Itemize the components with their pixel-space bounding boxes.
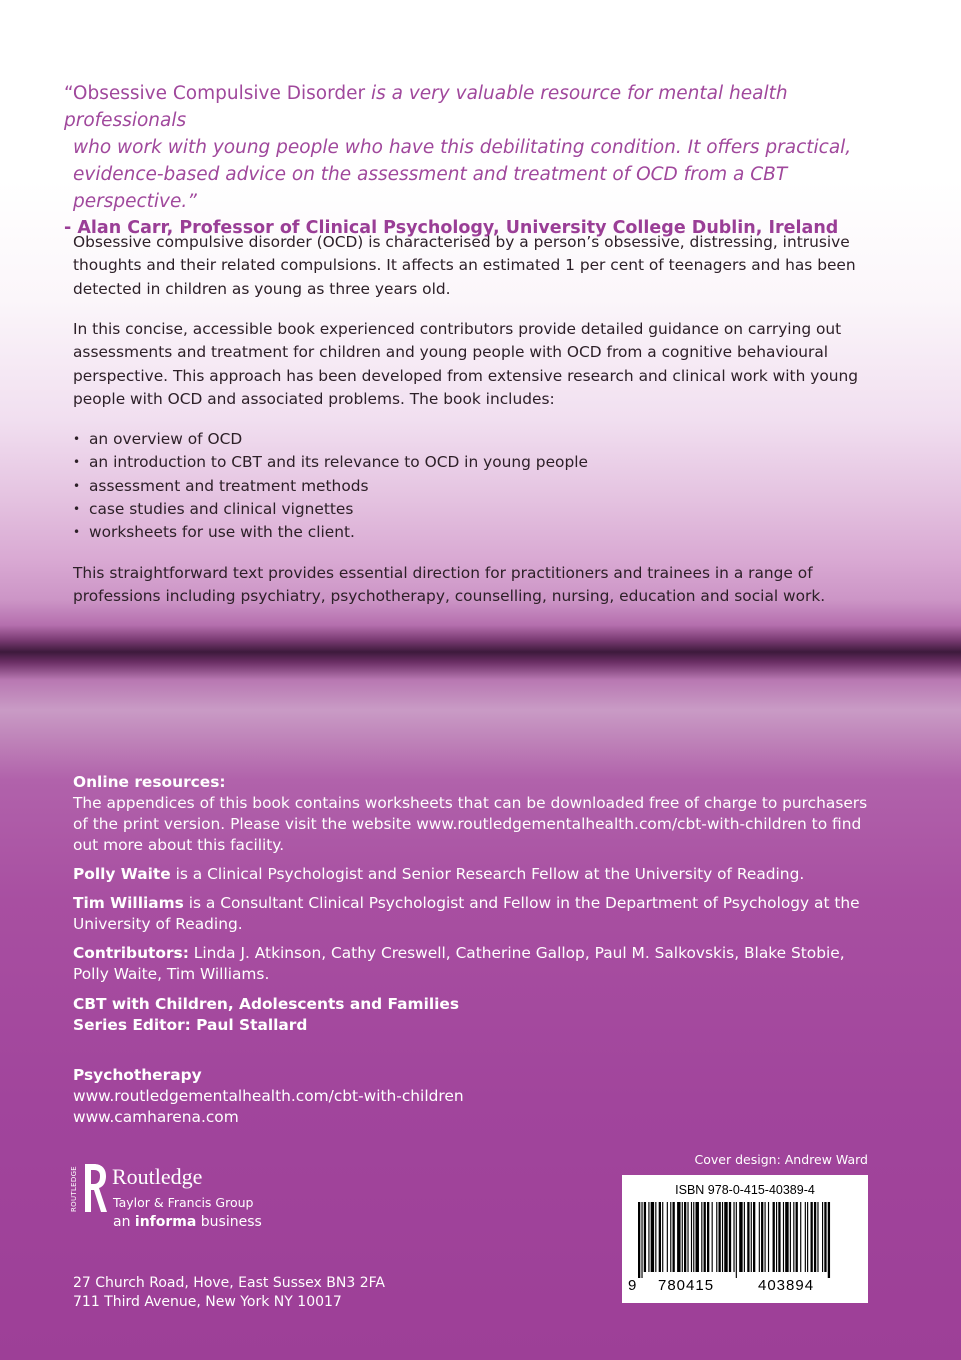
barcode-bars xyxy=(638,1202,852,1278)
quote-line-1-rest: is a very valuable resource for mental health professionals xyxy=(64,83,788,131)
barcode-bar xyxy=(805,1202,806,1272)
isbn-barcode xyxy=(622,1175,868,1303)
barcode-bar xyxy=(733,1202,734,1272)
list-item: • assessment and treatment methods xyxy=(73,475,873,498)
author-2 xyxy=(73,893,883,935)
barcode-bar xyxy=(768,1202,769,1272)
bullet-icon: • xyxy=(73,432,81,446)
publisher-address xyxy=(73,1274,385,1312)
list-item: • an overview of OCD xyxy=(73,428,873,451)
contributors-label: Contributors: xyxy=(73,944,189,962)
subject-url-2: www.camharena.com xyxy=(73,1108,239,1126)
barcode-bar xyxy=(751,1202,752,1272)
routledge-logo xyxy=(70,1162,270,1234)
barcode-bar xyxy=(811,1202,813,1272)
barcode-bar xyxy=(641,1202,642,1278)
barcode-bar xyxy=(638,1202,640,1278)
barcode-bar xyxy=(712,1202,713,1272)
series-title: CBT with Children, Adolescents and Families xyxy=(73,995,460,1013)
barcode-bar xyxy=(729,1202,731,1272)
barcode-bar xyxy=(776,1202,777,1272)
barcode-bar xyxy=(670,1202,671,1272)
barcode-bar xyxy=(667,1202,668,1272)
barcode-digits-right: 403894 xyxy=(758,1277,815,1294)
barcode-bar xyxy=(722,1202,723,1272)
author-2-bio: is a Consultant Clinical Psychologist and Fellow in the Department of Psychology at the University of Reading. xyxy=(73,894,860,933)
description-paragraph-1: Obsessive compulsive disorder (OCD) is characterised by a person’s obsessive, distressing, intrusive thoughts and their related compulsions. It affects an estimated 1 per cent of teenagers and has been detected in children as young as three years old. xyxy=(73,233,856,298)
bullet-icon: • xyxy=(73,525,81,540)
barcode-bar xyxy=(644,1202,646,1272)
barcode-bar xyxy=(753,1202,755,1272)
barcode-bar xyxy=(796,1202,798,1272)
barcode-bar xyxy=(684,1202,686,1272)
barcode-bar xyxy=(651,1202,654,1272)
series-info xyxy=(73,994,883,1036)
barcode-bar xyxy=(761,1202,763,1272)
quote-attribution: - Alan Carr, Professor of Clinical Psychology, University College Dublin, Ireland xyxy=(64,218,839,238)
endorsement-quote xyxy=(64,80,884,242)
barcode-bar xyxy=(677,1202,680,1272)
barcode-bar xyxy=(800,1202,801,1272)
barcode-bar xyxy=(773,1202,775,1272)
barcode-bar xyxy=(828,1202,830,1278)
informa-tagline: an informa business xyxy=(113,1214,262,1230)
online-resources-heading: Online resources: xyxy=(73,773,226,791)
barcode-bar xyxy=(817,1202,818,1272)
barcode-bar xyxy=(719,1202,721,1272)
description-block-2 xyxy=(73,318,873,411)
author-1-bio: is a Clinical Psychologist and Senior Research Fellow at the University of Reading. xyxy=(170,865,805,883)
address-line-2: 711 Third Avenue, New York NY 10017 xyxy=(73,1294,342,1310)
quote-line-3: evidence-based advice on the assessment and treatment of OCD from a CBT perspective.” xyxy=(73,164,788,212)
contributors xyxy=(73,943,883,985)
contributors-list: Linda J. Atkinson, Cathy Creswell, Catherine Gallop, Paul M. Salkovskis, Blake Stobie, Polly Waite, Tim Williams. xyxy=(73,944,845,983)
bullet-icon: • xyxy=(73,501,81,516)
barcode-bar xyxy=(704,1202,706,1272)
barcode-bar xyxy=(696,1202,699,1272)
barcode-bar xyxy=(744,1202,745,1272)
barcode-bar xyxy=(716,1202,717,1272)
barcode-digits-left: 780415 xyxy=(658,1277,715,1294)
barcode-bar xyxy=(662,1202,663,1272)
quote-line-1 xyxy=(64,80,884,134)
publisher-name: Routledge xyxy=(112,1164,203,1189)
barcode-bar xyxy=(739,1202,742,1272)
barcode-bar xyxy=(783,1202,784,1272)
routledge-r-icon xyxy=(82,1162,108,1214)
barcode-bar xyxy=(673,1202,675,1272)
bullet-icon: • xyxy=(73,478,81,493)
barcode-bar xyxy=(778,1202,780,1272)
barcode-bar xyxy=(655,1202,656,1272)
bullet-icon: • xyxy=(73,455,81,470)
barcode-bar xyxy=(765,1202,766,1272)
barcode-bar xyxy=(707,1202,709,1272)
subject-category: Psychotherapy xyxy=(73,1066,202,1084)
isbn-number: ISBN 978-0-415-40389-4 xyxy=(675,1183,815,1197)
barcode-bar xyxy=(736,1202,737,1278)
description-paragraph-2: In this concise, accessible book experienced contributors provide detailed guidance on carrying out assessments and treatment for children and young people with OCD from a cognitive behavioural perspective. This approach has been developed from extensive research and clinical work with young people with OCD and associated problems. The book includes: xyxy=(73,320,859,408)
barcode-bar xyxy=(759,1202,760,1272)
logo-vertical-text: ROUTLEDGE xyxy=(70,1165,78,1212)
list-item: • an introduction to CBT and its relevance to OCD in young people xyxy=(73,451,873,474)
online-resources xyxy=(73,772,883,856)
barcode-bar xyxy=(793,1202,794,1272)
publisher-group: Taylor & Francis Group xyxy=(113,1195,254,1210)
quote-book-title: “Obsessive Compulsive Disorder xyxy=(64,83,366,104)
barcode-bar xyxy=(790,1202,791,1272)
barcode-digit-first: 9 xyxy=(628,1277,638,1294)
description-block-3 xyxy=(73,562,873,609)
barcode-bar xyxy=(822,1202,823,1272)
subject-url-1: www.routledgementalhealth.com/cbt-with-children xyxy=(73,1087,464,1105)
barcode-bar xyxy=(687,1202,688,1272)
barcode-bar xyxy=(807,1202,808,1272)
barcode-bar xyxy=(724,1202,727,1272)
contents-list xyxy=(73,428,873,544)
author-2-name: Tim Williams xyxy=(73,894,184,912)
barcode-bar xyxy=(785,1202,788,1272)
barcode-bar xyxy=(814,1202,816,1272)
barcode-bar xyxy=(659,1202,661,1272)
barcode-bar xyxy=(648,1202,649,1272)
quote-line-2: who work with young people who have this debilitating condition. It offers practical, xyxy=(73,137,852,158)
list-item: • case studies and clinical vignettes xyxy=(73,498,873,521)
author-1 xyxy=(73,864,883,885)
barcode-bar xyxy=(747,1202,749,1272)
barcode-bar xyxy=(824,1202,826,1272)
subject-info xyxy=(73,1065,883,1128)
series-editor: Series Editor: Paul Stallard xyxy=(73,1016,308,1034)
list-item: • worksheets for use with the client. xyxy=(73,521,873,544)
author-1-name: Polly Waite xyxy=(73,865,171,883)
description-paragraph-3: This straightforward text provides essential direction for practitioners and trainees in a range of professions including psychiatry, psychotherapy, counselling, nursing, education and social work. xyxy=(73,564,826,606)
barcode-bar xyxy=(693,1202,694,1272)
barcode-bar xyxy=(682,1202,683,1272)
barcode-bar xyxy=(701,1202,702,1272)
contents-list-block xyxy=(73,428,873,544)
barcode-bar xyxy=(691,1202,692,1272)
description-block xyxy=(73,231,873,301)
address-line-1: 27 Church Road, Hove, East Sussex BN3 2FA xyxy=(73,1275,385,1291)
cover-design-credit: Cover design: Andrew Ward xyxy=(694,1152,868,1167)
online-resources-text: The appendices of this book contains worksheets that can be downloaded free of charge to purchasers of the print version. Please visit the website www.routledgementalhealth.com/cbt-with-children to find out more about this facility. xyxy=(73,794,868,854)
